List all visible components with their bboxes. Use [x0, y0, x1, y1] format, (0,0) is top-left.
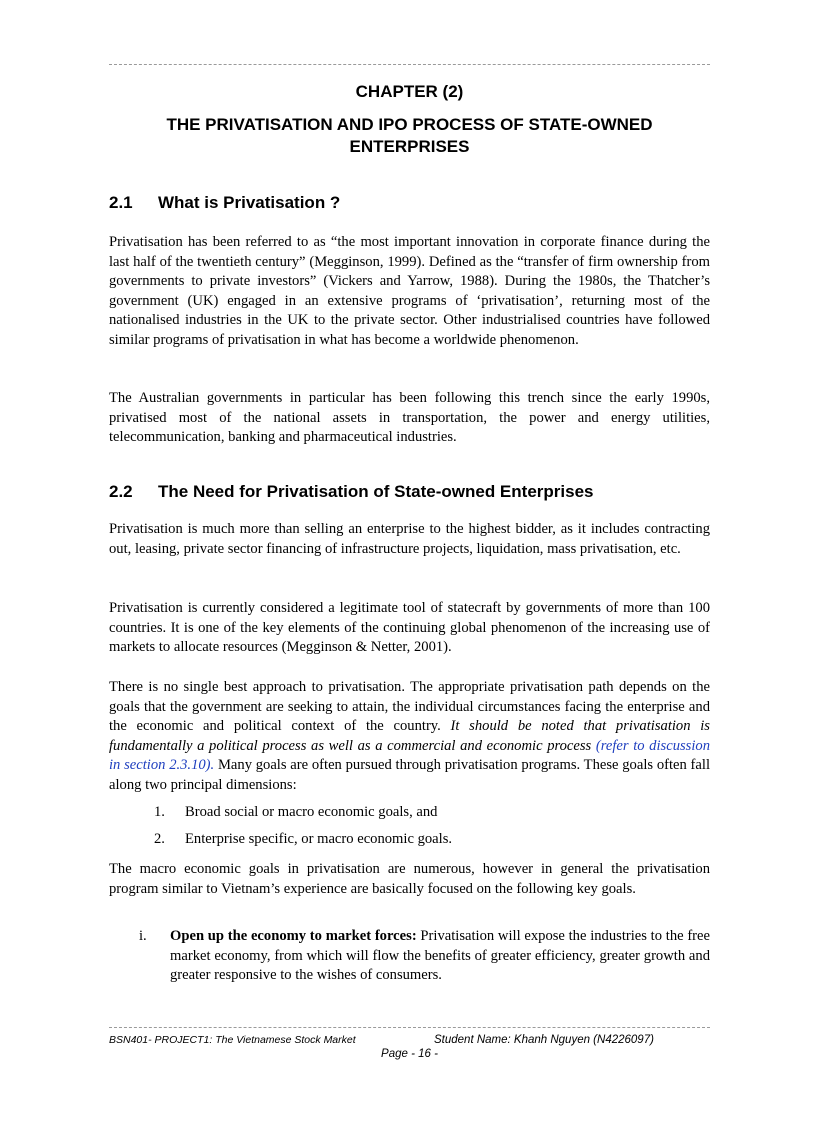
section-heading-2-1 [109, 193, 710, 213]
chapter-number: CHAPTER (2) [355, 82, 464, 101]
section-number: 2.2 [109, 482, 133, 501]
section-number: 2.1 [109, 193, 133, 212]
list-marker: 1. [154, 804, 165, 820]
section-title: What is Privatisation ? [158, 193, 341, 212]
goal-title: Open up the economy to market forces: [170, 928, 417, 944]
section-heading-2-2 [109, 482, 710, 502]
italic-note: It should be noted that privatisation is fundamentally a political process as well as a commercial and economic process [109, 718, 710, 754]
list-marker: 2. [154, 831, 165, 847]
paragraph-what-is-privatisation: Privatisation has been referred to as “the most important innovation in corporate finance during the last half of the twentieth century” (Megginson, 1999). Defined as the “transfer of firm ownership from governments to private investors” (Vickers and Yarrow, 1988). During the 1980s, the Thatcher’s government (UK) engaged in an extensive programs of ‘privatisation’, returning most of the nationalised industries in the UK to the private sector. Other industrialised countries have followed similar programs of privatisation in what has become a worldwide phenomenon. [109, 234, 710, 348]
paragraph-no-single-best-approach [109, 678, 710, 795]
footer-course: BSN401- PROJECT1: The Vietnamese Stock Market [109, 1034, 356, 1046]
list-item-text [170, 927, 710, 986]
list-marker: i. [139, 928, 147, 944]
header-rule [109, 64, 710, 65]
paragraph-legitimate-tool: Privatisation is currently considered a legitimate tool of statecraft by governments of more than 100 countries. It is one of the key elements of the continuing global phenomenon of the increasing use of markets to allocate resources (Megginson & Netter, 2001). [109, 600, 710, 655]
footer-rule [109, 1027, 710, 1028]
footer-student: Student Name: Khanh Nguyen (N4226097) [434, 1034, 654, 1046]
paragraph-much-more-than-selling: Privatisation is much more than selling an enterprise to the highest bidder, as it includes contracting out, leasing, private sector financing of infrastructure projects, liquidation, mass privatisation, etc. [109, 521, 710, 557]
cross-reference-link[interactable]: (refer to discussion in section 2.3.10). [109, 737, 710, 773]
paragraph-text: There is no single best approach to privatisation. The appropriate privatisation path depends on the goals that the government are seeking to attain, the individual circumstances facing the enterprise and the economic and political context of the country. [109, 679, 710, 734]
paragraph-text: Many goals are often pursued through privatisation programs. These goals often fall along two principal dimensions: [109, 757, 710, 793]
list-item-text: Broad social or macro economic goals, and [185, 804, 438, 820]
goal-text: Privatisation will expose the industries to the free market economy, from which will flow the benefits of greater efficiency, greater growth and greater responsive to the wishes of consumers. [170, 928, 710, 983]
paragraph-australian-governments: The Australian governments in particular has been following this trench since the early 1990s, privatised most of the national assets in transportation, the power and energy utilities, telecommunication, banking and pharmaceutical industries. [109, 390, 710, 445]
list-item-text: Enterprise specific, or macro economic goals. [185, 831, 453, 847]
paragraph-macro-economic-goals: The macro economic goals in privatisation are numerous, however in general the privatisation program similar to Vietnam’s experience are basically focused on the following key goals. [109, 861, 710, 897]
page-number: Page - 16 - [381, 1048, 438, 1060]
chapter-title: THE PRIVATISATION AND IPO PROCESS OF STATE-OWNED ENTERPRISES [166, 115, 653, 156]
section-title: The Need for Privatisation of State-owned Enterprises [158, 482, 594, 501]
